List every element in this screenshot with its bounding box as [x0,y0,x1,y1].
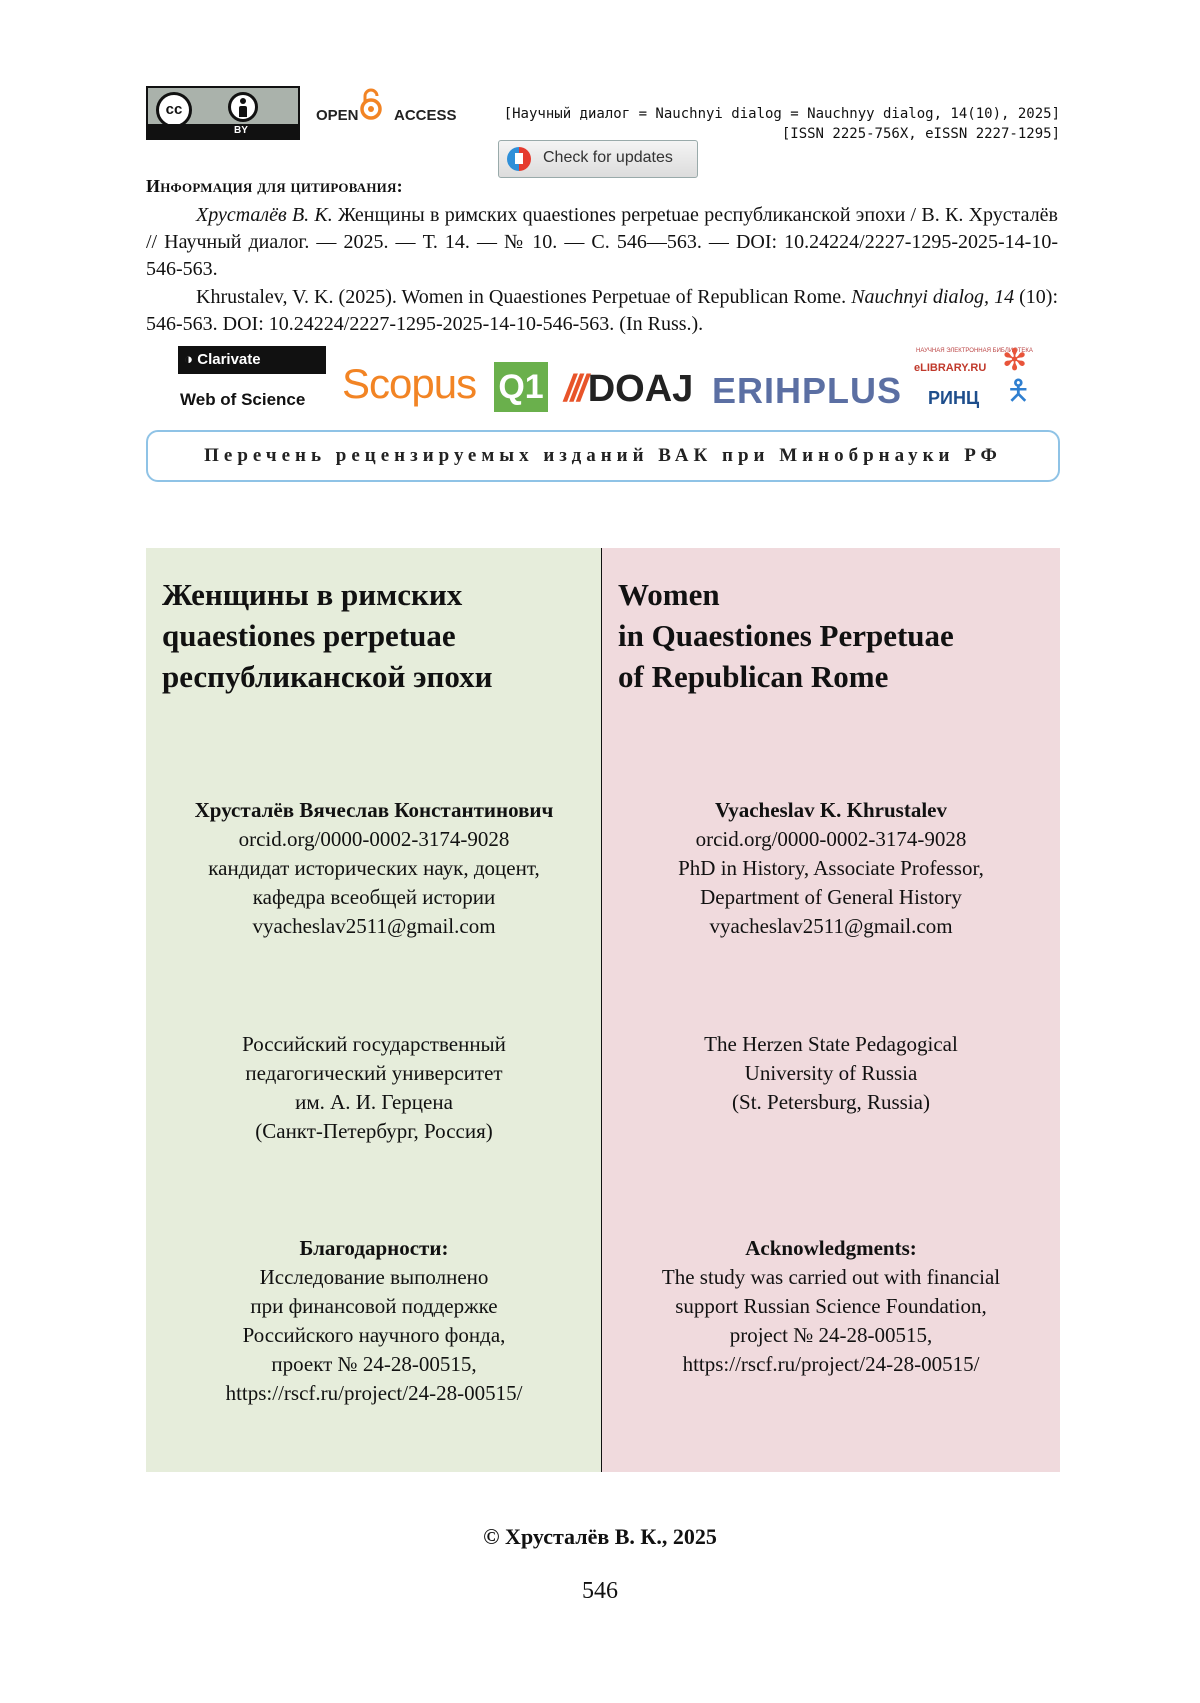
citation-russian-text: Женщины в римских quaestiones perpetuae республиканской эпохи / В. К. Хрусталёв // Научный диалог. — 2025. — Т. 14. — № 10. — С. 546—563. — DOI: 10.24224/2227-1295-2025-14-10-546-563. [146,204,1058,280]
english-orcid[interactable]: orcid.org/0000-0002-3174-9028 [695,827,967,851]
english-title-line: Women [618,577,720,612]
rinc-person-icon: 🯅 [1006,375,1031,406]
attribution-person-icon [228,92,258,122]
russian-title-line: Женщины в римских [162,577,463,612]
russian-affiliation-line: им. А. И. Герцена [295,1090,453,1114]
clarivate-logo[interactable] [178,346,326,374]
russian-affiliation-line: (Санкт-Петербург, Россия) [255,1119,493,1143]
english-ack-heading: Acknowledgments: [745,1236,917,1260]
web-of-science-logo[interactable]: Web of Science [180,390,306,409]
russian-title-line: республиканской эпохи [162,659,493,694]
cc-by-license-badge[interactable] [146,86,300,140]
citation-english-text-end: (10): 546-563. DOI: 10.24224/2227-1295-2025-14-10-546-563. (In Russ.). [146,286,1058,335]
english-department: Department of General History [700,885,962,909]
check-for-updates-button[interactable] [498,140,698,178]
russian-author-block [146,796,602,941]
russian-affiliation-line: Российский государственный [242,1032,506,1056]
russian-title [162,574,582,697]
english-affiliation [602,1030,1060,1117]
open-access-access-text: ACCESS [394,107,457,124]
russian-ack-link[interactable]: https://rscf.ru/project/24-28-00515/ [225,1381,523,1405]
english-affiliation-line: (St. Petersburg, Russia) [732,1090,930,1114]
english-title [618,574,1038,697]
check-for-updates-label: Check for updates [543,149,673,166]
elibrary-rinc-logo[interactable] [914,346,1034,416]
crossmark-icon [507,147,531,171]
english-column [602,548,1060,1472]
english-email[interactable]: vyacheslav2511@gmail.com [709,914,953,938]
english-acknowledgments [602,1234,1060,1379]
open-access-logo [316,88,456,138]
license-by-label: BY [234,125,248,136]
russian-degree: кандидат исторических наук, доцент, [208,856,540,880]
russian-department: кафедра всеобщей истории [252,885,496,909]
clarivate-mark-icon: ◑ [184,351,198,368]
elibrary-small-caption: НАУЧНАЯ ЭЛЕКТРОННАЯ БИБЛИОТЕКА [916,348,1033,354]
rinc-label: РИНЦ [928,388,980,408]
q1-quartile-badge: Q1 [494,362,548,412]
doaj-label: DOAJ [587,368,694,410]
russian-author-name: Хрусталёв Вячеслав Константинович [194,798,554,822]
russian-acknowledgments [146,1234,602,1408]
english-degree: PhD in History, Associate Professor, [678,856,984,880]
english-ack-line: The study was carried out with financial [661,1265,1001,1289]
citation-english [146,284,1058,338]
page-number: 546 [582,1578,618,1604]
erihplus-logo[interactable]: ERIHPLUS [712,370,903,411]
english-ack-link[interactable]: https://rscf.ru/project/24-28-00515/ [682,1352,980,1376]
journal-reference-line-2: [ISSN 2225-756X, eISSN 2227-1295] [781,126,1060,142]
russian-ack-line: Исследование выполнено [259,1265,489,1289]
doaj-logo[interactable] [564,368,693,411]
english-title-line: in Quaestiones Perpetuae [618,618,954,653]
citation-english-journal: Nauchnyi dialog, 14 [851,286,1015,308]
russian-ack-line: Российского научного фонда, [242,1323,506,1347]
english-ack-line: support Russian Science Foundation, [675,1294,987,1318]
russian-email[interactable]: vyacheslav2511@gmail.com [252,914,496,938]
elibrary-flower-icon: ✻ [1002,344,1028,377]
english-title-line: of Republican Rome [618,659,889,694]
journal-reference [460,104,1060,144]
clarivate-label: Clarivate [197,351,261,368]
citation-english-text-start: Khrustalev, V. K. (2025). Women in Quaestiones Perpetuae of Republican Rome. [196,286,852,308]
russian-ack-line: при финансовой поддержке [250,1294,498,1318]
doaj-stripes-icon: /// [564,368,584,410]
russian-affiliation [146,1030,602,1146]
journal-reference-line-1: [Научный диалог = Nauchnyi dialog = Nauchnyy dialog, 14(10), 2025] [503,106,1060,122]
elibrary-label: eLIBRARY.RU [914,362,987,374]
scopus-logo[interactable]: Scopus [342,360,477,407]
english-affiliation-line: The Herzen State Pedagogical [704,1032,958,1056]
copyright-notice: © Хрусталёв В. К., 2025 [483,1524,717,1549]
english-affiliation-line: University of Russia [744,1061,918,1085]
open-access-open-text: OPEN [316,107,359,124]
vak-list-banner: Перечень рецензируемых изданий ВАК при Минобрнауки РФ [146,430,1060,482]
russian-affiliation-line: педагогический университет [245,1061,503,1085]
russian-ack-heading: Благодарности: [299,1236,449,1260]
russian-column [146,548,602,1472]
citation-russian-authors: Хрусталёв В. К. [196,204,333,226]
english-author-block [602,796,1060,941]
english-ack-line: project № 24-28-00515, [729,1323,933,1347]
citation-russian [146,202,1058,283]
english-author-name: Vyacheslav K. Khrustalev [715,798,947,822]
citation-heading: Информация для цитирования: [146,176,403,196]
open-access-lock-icon [360,88,382,120]
russian-orcid[interactable]: orcid.org/0000-0002-3174-9028 [238,827,510,851]
russian-ack-line: проект № 24-28-00515, [271,1352,477,1376]
russian-title-line: quaestiones perpetuae [162,618,456,653]
creative-commons-icon: cc [156,92,192,128]
